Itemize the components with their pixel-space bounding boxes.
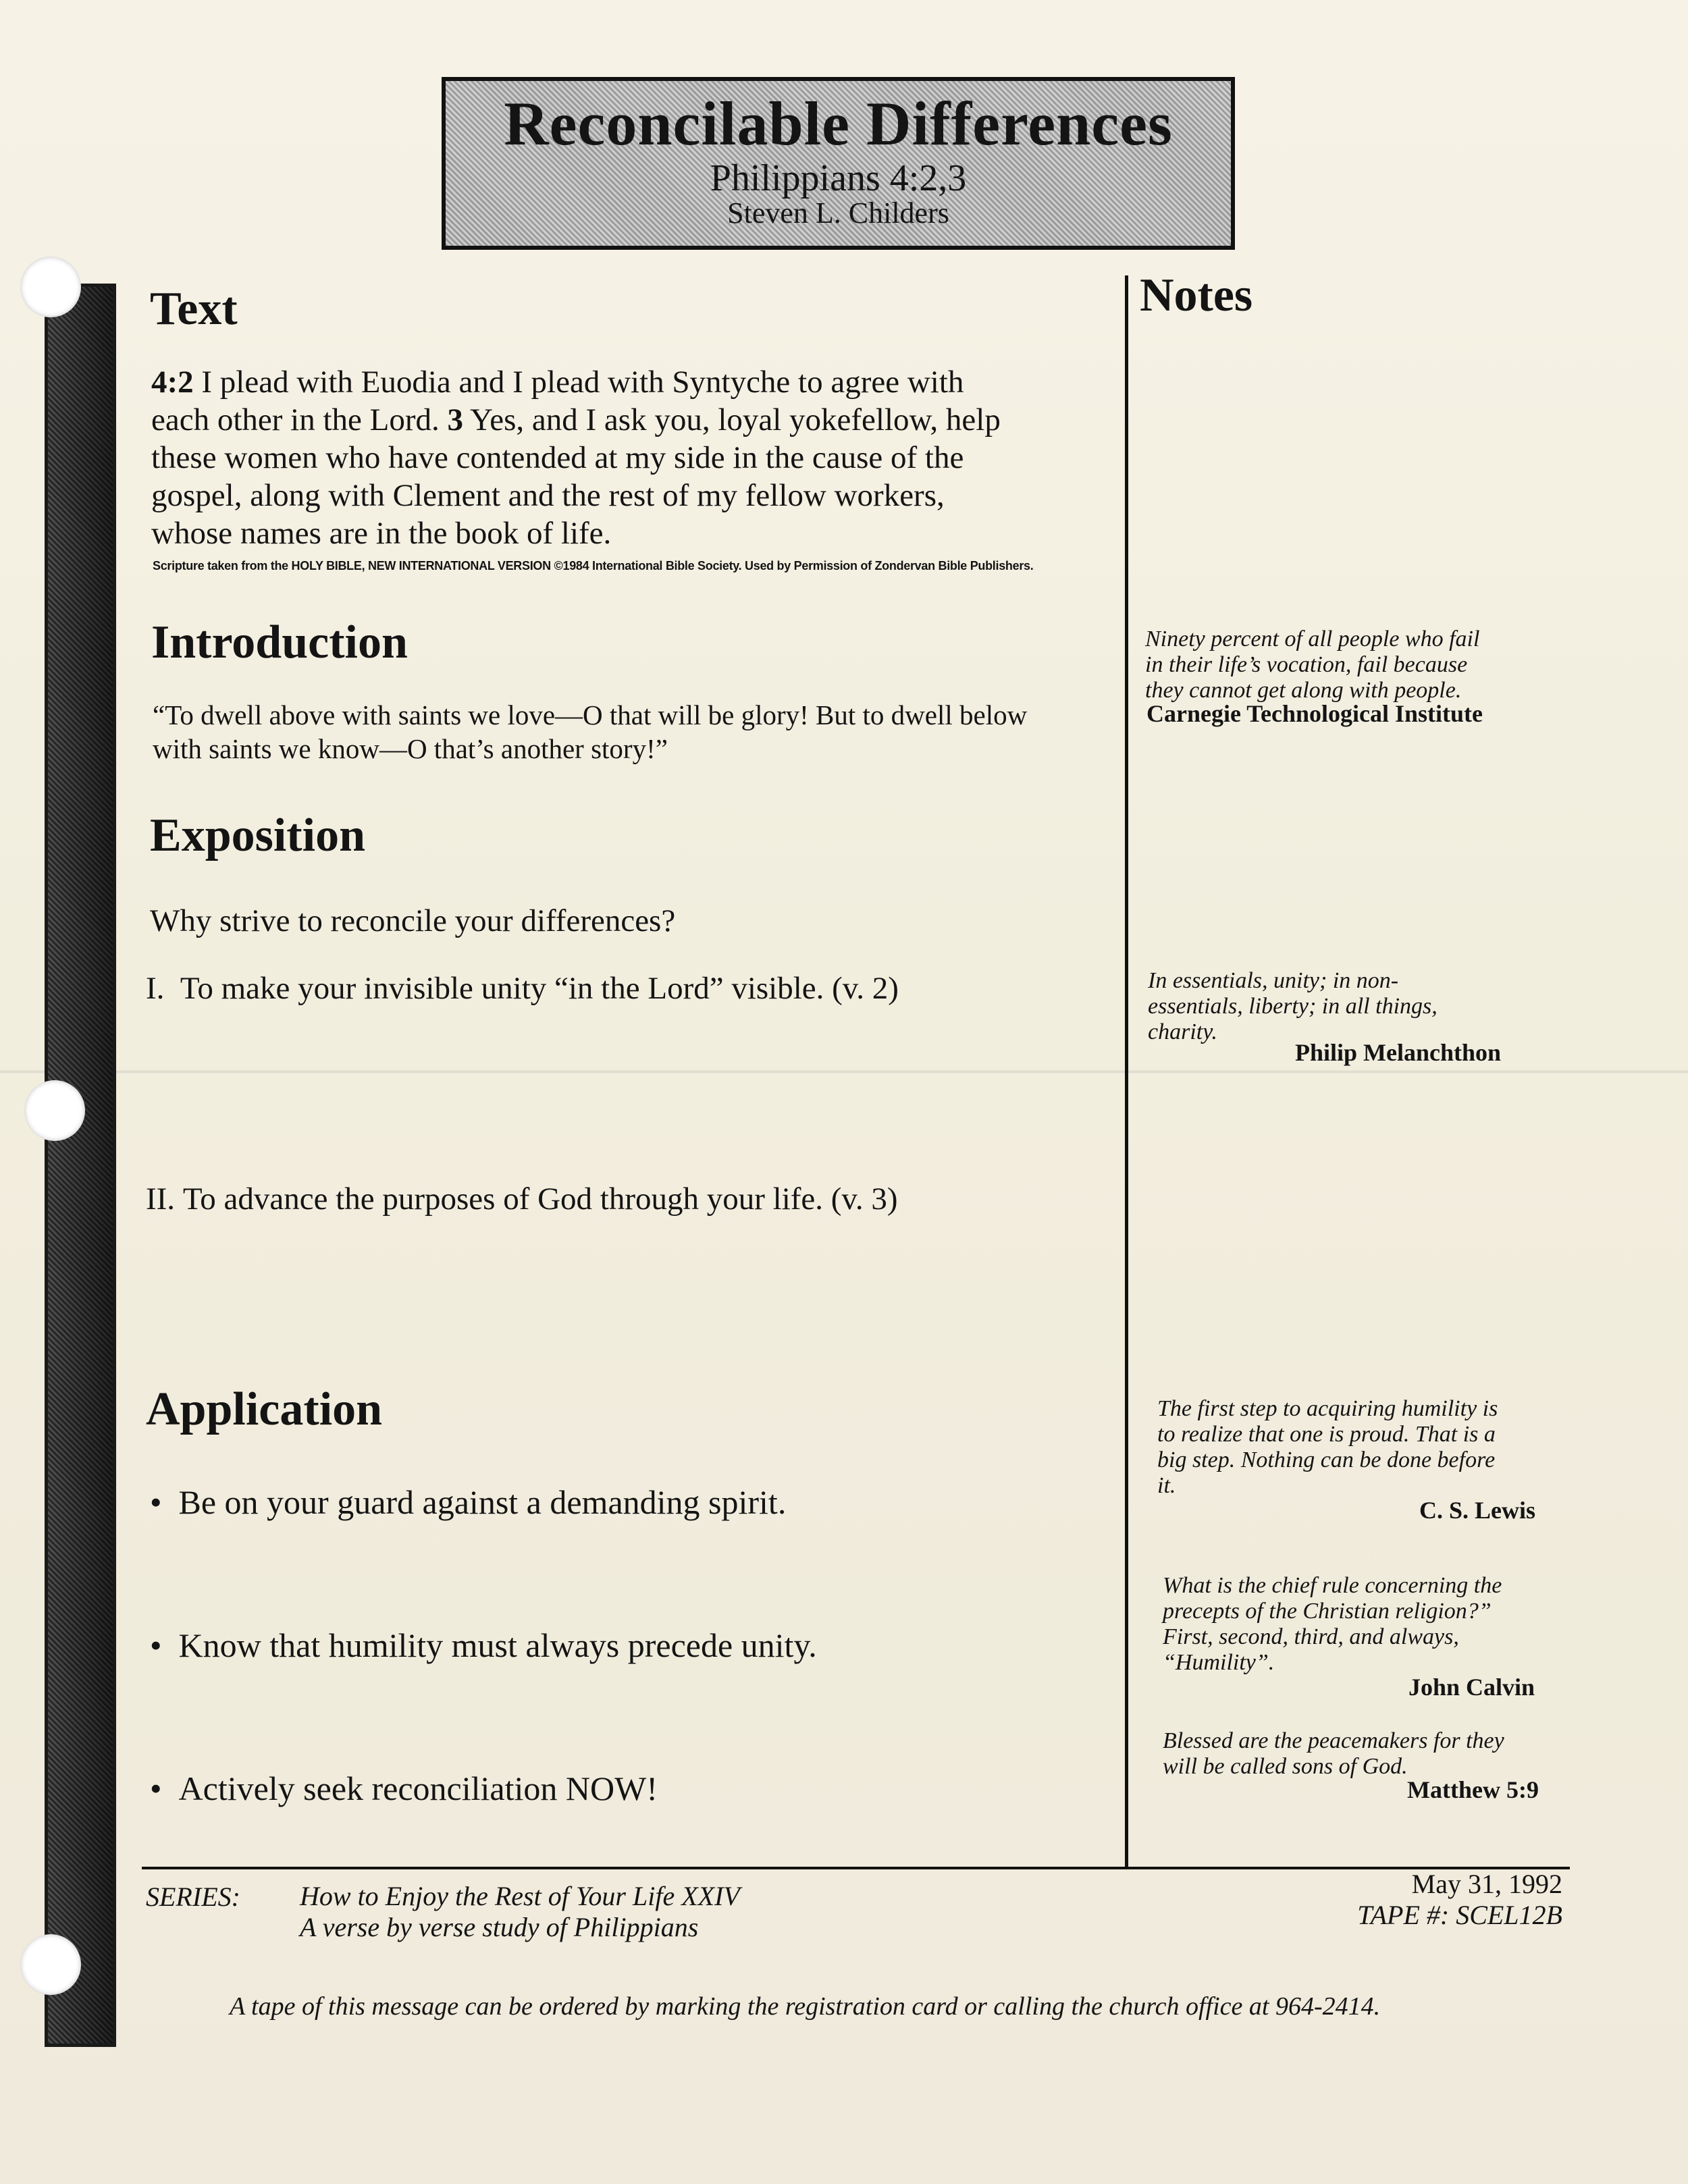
quote-line: big step. Nothing can be done before <box>1157 1447 1496 1472</box>
introduction-quote-line: “To dwell above with saints we love—O that will be glory! But to dwell below <box>153 699 1028 730</box>
scripture-line: gospel, along with Clement and the rest of my fellow workers, <box>151 478 945 513</box>
bullet-dot: • <box>150 1483 162 1521</box>
order-note: A tape of this message can be ordered by marking the registration card or calling the church office at 964-2414. <box>230 1992 1381 2021</box>
note-quote-3 <box>1157 1396 1576 1499</box>
application-bullet-2 <box>150 1626 817 1665</box>
note-quote-5 <box>1163 1728 1581 1780</box>
note-attribution-1: Carnegie Technological Institute <box>1146 700 1483 727</box>
scripture-text <box>151 363 1124 552</box>
point-number: I. <box>146 971 165 1006</box>
bullet-text: Know that humility must always precede unity. <box>178 1626 817 1664</box>
scripture-passage: Philippians 4:2,3 <box>710 157 967 199</box>
bullet-dot: • <box>150 1769 162 1807</box>
scripture-line: Yes, and I ask you, loyal yokefellow, help <box>470 402 1001 437</box>
author-name: Steven L. Childers <box>727 196 949 230</box>
note-attribution-4: John Calvin <box>1408 1674 1535 1701</box>
application-bullet-1 <box>150 1483 786 1522</box>
quote-line: First, second, third, and always, <box>1163 1624 1459 1649</box>
punch-hole-bottom <box>20 1934 81 1995</box>
series-subtitle: A verse by verse study of Philippians <box>300 1912 699 1942</box>
sermon-date: May 31, 1992 <box>1411 1869 1562 1899</box>
punch-hole-middle <box>24 1080 85 1141</box>
quote-line: What is the chief rule concerning the <box>1163 1573 1502 1598</box>
note-attribution-5: Matthew 5:9 <box>1407 1776 1539 1803</box>
point-number: II. <box>146 1181 176 1217</box>
bullet-text: Be on your guard against a demanding spirit. <box>178 1483 787 1521</box>
point-text: To advance the purposes of God through your life. (v. 3) <box>182 1181 898 1217</box>
series-label: SERIES: <box>146 1882 240 1912</box>
quote-line: Ninety percent of all people who fail <box>1145 627 1480 651</box>
quote-line: will be called sons of God. <box>1163 1754 1408 1779</box>
quote-line: to realize that one is proud. That is a <box>1157 1422 1496 1447</box>
introduction-heading: Introduction <box>151 616 408 668</box>
application-heading: Application <box>146 1383 383 1435</box>
note-attribution-2: Philip Melanchthon <box>1295 1039 1502 1066</box>
note-quote-4 <box>1163 1573 1581 1676</box>
note-quote-1 <box>1145 627 1550 703</box>
application-bullet-3 <box>150 1769 658 1808</box>
exposition-question: Why strive to reconcile your differences? <box>150 903 676 938</box>
verse-number-3: 3 <box>447 402 463 437</box>
series-info <box>300 1881 740 1943</box>
sermon-meta <box>1283 1869 1562 1931</box>
exposition-heading: Exposition <box>150 809 365 861</box>
quote-line: In essentials, unity; in non- <box>1148 968 1399 993</box>
quote-line: essentials, liberty; in all things, <box>1148 994 1438 1019</box>
tape-number: TAPE #: SCEL12B <box>1357 1900 1562 1930</box>
notes-heading: Notes <box>1140 269 1253 321</box>
introduction-quote <box>153 698 1027 766</box>
note-attribution-3: C. S. Lewis <box>1419 1497 1536 1524</box>
quote-line: The first step to acquiring humility is <box>1157 1396 1498 1421</box>
verse-number-2: 4:2 <box>151 365 194 400</box>
scripture-line: whose names are in the book of life. <box>151 516 612 551</box>
quote-line: Blessed are the peacemakers for they <box>1163 1728 1504 1753</box>
sermon-title: Reconcilable Differences <box>504 89 1173 158</box>
bullet-text: Actively seek reconciliation NOW! <box>178 1769 658 1807</box>
quote-line: charity. <box>1148 1019 1217 1044</box>
text-heading: Text <box>150 283 238 335</box>
bullet-dot: • <box>150 1626 162 1664</box>
copyright-notice: Scripture taken from the HOLY BIBLE, NEW INTERNATIONAL VERSION ©1984 International Bible Society. Used by Permission of Zondervan Bible Publishers. <box>153 559 1034 572</box>
quote-line: precepts of the Christian religion?” <box>1163 1599 1492 1624</box>
point-text: To make your invisible unity “in the Lord” visible. (v. 2) <box>180 971 899 1006</box>
exposition-point-2 <box>146 1180 898 1218</box>
quote-line: they cannot get along with people. <box>1145 678 1462 703</box>
scripture-line: these women who have contended at my side in the cause of the <box>151 440 964 475</box>
introduction-quote-line: with saints we know—O that’s another story!” <box>153 733 668 764</box>
quote-line: in their life’s vocation, fail because <box>1145 652 1468 677</box>
series-title: How to Enjoy the Rest of Your Life XXIV <box>300 1881 740 1911</box>
punch-hole-top <box>20 257 81 317</box>
scripture-line: each other in the Lord. <box>151 402 440 437</box>
scripture-line: I plead with Euodia and I plead with Syntyche to agree with <box>201 365 964 400</box>
column-divider <box>1125 275 1128 1869</box>
quote-line: “Humility”. <box>1163 1650 1275 1675</box>
note-quote-2 <box>1148 968 1553 1045</box>
title-box <box>442 77 1235 250</box>
exposition-point-1 <box>146 969 899 1007</box>
decorative-side-bar <box>45 284 116 2047</box>
quote-line: it. <box>1157 1473 1176 1498</box>
paper-fold <box>0 1070 1688 1074</box>
